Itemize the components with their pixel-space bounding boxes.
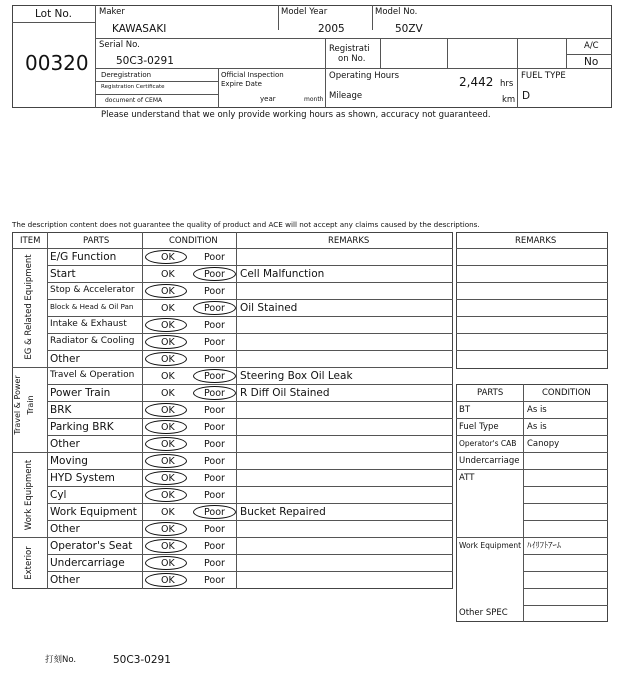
parts-table-parts-header: PARTS (477, 388, 504, 398)
group-label-eg: EG & Related Equipment (24, 254, 34, 360)
row-part-label: Operator's Seat (50, 540, 133, 552)
mileage-label: Mileage (329, 91, 363, 101)
row-part-label: Other (50, 353, 80, 365)
poor-option[interactable]: Poor (204, 558, 225, 569)
parts-row-condition: Canopy (527, 439, 560, 449)
group-label-work: Work Equipment (24, 459, 34, 531)
model-year-label: Model Year (281, 7, 328, 17)
hrs-label: hrs (500, 79, 514, 89)
poor-option[interactable]: Poor (204, 439, 225, 450)
row-part-label: Work Equipment (50, 506, 137, 518)
poor-option[interactable]: Poor (204, 320, 225, 331)
selection-circle (145, 454, 187, 468)
operating-hours-value: 2,442 (459, 75, 494, 89)
selection-circle (145, 420, 187, 434)
row-part-label: Parking BRK (50, 421, 114, 433)
ok-option[interactable]: OK (161, 252, 175, 263)
right-remarks-header: REMARKS (515, 236, 557, 246)
parts-row-condition: As is (527, 422, 547, 432)
selection-circle (145, 556, 187, 570)
ok-option[interactable]: OK (161, 354, 175, 365)
poor-option[interactable]: Poor (204, 524, 225, 535)
row-part-label: Moving (50, 455, 88, 467)
row-part-label: Other (50, 574, 80, 586)
row-part-label: Undercarriage (50, 557, 125, 569)
selection-circle (193, 369, 236, 383)
ok-option[interactable]: OK (161, 456, 175, 467)
selection-circle (193, 301, 236, 315)
ok-option[interactable]: OK (161, 541, 175, 552)
row-part-label: Power Train (50, 387, 111, 399)
ok-option[interactable]: OK (161, 490, 175, 501)
selection-circle (145, 437, 187, 451)
km-label: km (502, 95, 516, 105)
row-part-label: Travel & Operation (50, 370, 135, 380)
registration-certificate-label: Registration Certificate (101, 84, 165, 90)
ok-option[interactable]: OK (161, 524, 175, 535)
poor-option[interactable]: Poor (204, 456, 225, 467)
parts-row-part: Fuel Type (459, 422, 499, 432)
selection-circle (145, 284, 187, 298)
work-equipment-value: ﾊｲﾘﾌﾄｱｰﾑ (527, 541, 562, 551)
selection-circle (193, 386, 236, 400)
row-remark: Oil Stained (240, 302, 298, 314)
selection-circle (145, 335, 187, 349)
row-part-label: Other (50, 523, 80, 535)
month-label: month (304, 96, 324, 103)
row-part-label: Cyl (50, 489, 67, 501)
poor-option[interactable]: Poor (204, 541, 225, 552)
selection-circle (145, 539, 187, 553)
poor-option[interactable]: Poor (204, 405, 225, 416)
ok-option[interactable]: OK (161, 439, 175, 450)
item-header: ITEM (20, 236, 41, 246)
poor-option[interactable]: Poor (204, 354, 225, 365)
parts-row-part: BT (459, 405, 471, 415)
maker-value: KAWASAKI (112, 23, 167, 35)
poor-option[interactable]: Poor (204, 422, 225, 433)
poor-option[interactable]: Poor (204, 473, 225, 484)
deregistration-label: Deregistration (101, 71, 152, 79)
stamp-label: 打刻No. (45, 655, 77, 665)
ok-option[interactable]: OK (161, 286, 175, 297)
registration-label-2: on No. (338, 54, 366, 64)
parts-row-part: ATT (459, 473, 475, 483)
parts-row-part: Operator's CAB (459, 439, 517, 448)
poor-option[interactable]: Poor (204, 388, 225, 399)
ok-option[interactable]: OK (161, 320, 175, 331)
row-remark: R Diff Oil Stained (240, 387, 330, 399)
row-part-label: Start (50, 268, 76, 280)
ok-option[interactable]: OK (161, 473, 175, 484)
ok-option[interactable]: OK (161, 337, 175, 348)
poor-option[interactable]: Poor (204, 490, 225, 501)
lot-label: Lot No. (35, 8, 72, 20)
selection-circle (145, 403, 187, 417)
selection-circle (193, 267, 236, 281)
lot-number: 00320 (25, 51, 89, 75)
inspection-label-2: Expire Date (221, 80, 262, 88)
poor-option[interactable]: Poor (204, 337, 225, 348)
row-remark: Cell Malfunction (240, 268, 325, 280)
poor-option[interactable]: Poor (204, 303, 225, 314)
operating-hours-label: Operating Hours (329, 71, 400, 81)
group-label-travel-1: Travel & Power (13, 375, 22, 435)
document-label: document of CEMA (105, 97, 163, 104)
poor-option[interactable]: Poor (204, 371, 225, 382)
model-no-label: Model No. (375, 7, 418, 17)
selection-circle (145, 522, 187, 536)
ok-option[interactable]: OK (161, 388, 175, 399)
description-note: The description content does not guarantee the quality of product and ACE will not accept any claims caused by the descriptions. (12, 220, 480, 229)
parts-header: PARTS (83, 236, 110, 246)
inspection-label-1: Official Inspection (221, 71, 284, 79)
hours-disclaimer: Please understand that we only provide working hours as shown, accuracy not guaranteed. (101, 110, 491, 120)
row-part-label: HYD System (50, 472, 115, 484)
remarks-header: REMARKS (328, 236, 370, 246)
ok-option[interactable]: OK (161, 405, 175, 416)
poor-option[interactable]: Poor (204, 575, 225, 586)
selection-circle (145, 471, 187, 485)
group-label-travel-2: Train (26, 395, 35, 415)
ok-option[interactable]: OK (161, 371, 175, 382)
row-part-label: BRK (50, 404, 72, 416)
ok-option[interactable]: OK (161, 269, 175, 280)
row-part-label: Other (50, 438, 80, 450)
ok-option[interactable]: OK (161, 575, 175, 586)
model-no-value: 50ZV (395, 23, 423, 35)
registration-label-1: Registrati (329, 44, 370, 54)
other-spec-label: Other SPEC (459, 608, 508, 618)
work-equipment-label: Work Equipment (459, 541, 522, 550)
group-label-exterior: Exterior (24, 546, 34, 580)
serial-value: 50C3-0291 (116, 55, 174, 67)
row-part-label: E/G Function (50, 251, 117, 263)
selection-circle (145, 573, 187, 587)
ok-option[interactable]: OK (161, 422, 175, 433)
poor-option[interactable]: Poor (204, 252, 225, 263)
ok-option[interactable]: OK (161, 507, 175, 518)
parts-table-condition-header: CONDITION (542, 388, 591, 398)
row-remark: Steering Box Oil Leak (240, 370, 353, 382)
ok-option[interactable]: OK (161, 558, 175, 569)
serial-label: Serial No. (99, 40, 140, 50)
row-part-label: Block & Head & Oil Pan (50, 302, 134, 311)
model-year-value: 2005 (318, 23, 345, 35)
stamp-value: 50C3-0291 (113, 654, 171, 666)
selection-circle (145, 318, 187, 332)
parts-row-condition: As is (527, 405, 547, 415)
ac-label: A/C (584, 41, 599, 51)
row-part-label: Radiator & Cooling (50, 336, 135, 346)
fuel-type-value: D (522, 90, 531, 102)
ac-value: No (584, 56, 599, 68)
fuel-type-label: FUEL TYPE (521, 71, 566, 81)
condition-header: CONDITION (169, 236, 218, 246)
selection-circle (145, 250, 187, 264)
selection-circle (145, 488, 187, 502)
poor-option[interactable]: Poor (204, 269, 225, 280)
selection-circle (193, 505, 236, 519)
maker-label: Maker (99, 7, 125, 17)
poor-option[interactable]: Poor (204, 507, 225, 518)
row-remark: Bucket Repaired (240, 506, 326, 518)
poor-option[interactable]: Poor (204, 286, 225, 297)
ok-option[interactable]: OK (161, 303, 175, 314)
year-label: year (260, 95, 276, 103)
right-remarks-box (456, 232, 608, 369)
parts-row-part: Undercarriage (459, 456, 520, 466)
selection-circle (145, 352, 187, 366)
row-part-label: Stop & Accelerator (50, 285, 135, 295)
row-part-label: Intake & Exhaust (50, 319, 127, 329)
